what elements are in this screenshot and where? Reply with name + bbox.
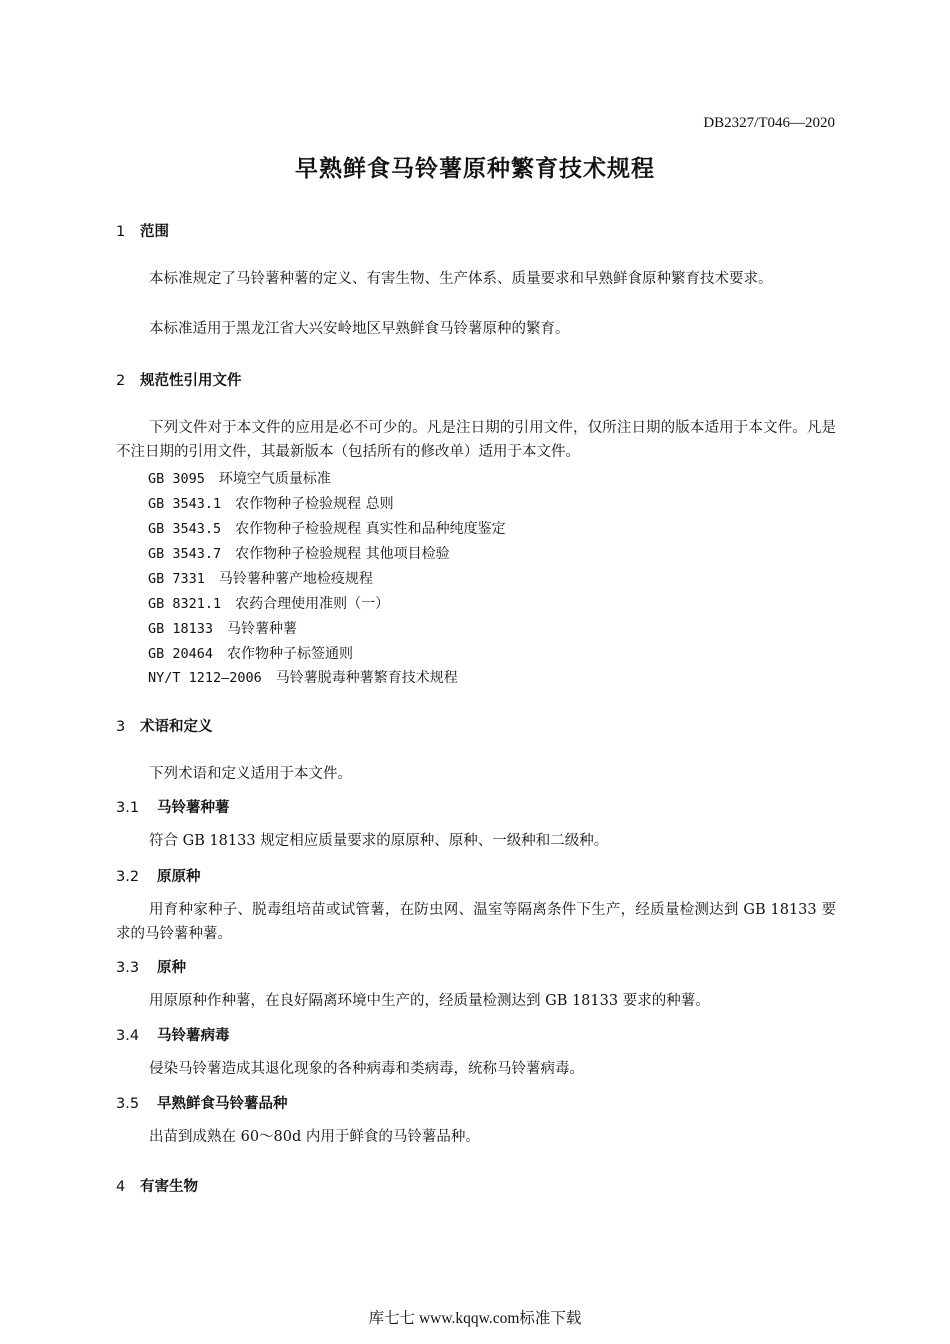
section-4-heading <box>116 1175 198 1196</box>
reference-item <box>148 618 297 638</box>
term-name: 马铃薯病毒 <box>157 1028 230 1044</box>
term-definition: 用原原种作种薯，在良好隔离环境中生产的，经质量检测达到 GB 18133 要求的种薯。 <box>149 993 710 1009</box>
term-heading <box>116 865 201 886</box>
term-heading <box>116 796 230 817</box>
term-heading <box>116 1092 288 1113</box>
section-1-heading <box>116 220 169 241</box>
section-title: 有害生物 <box>140 1179 198 1195</box>
reference-item <box>148 643 353 663</box>
section-number: 4 <box>116 1179 126 1195</box>
document-title: 早熟鲜食马铃薯原种繁育技术规程 <box>295 156 655 182</box>
term-number: 3.5 <box>116 1096 140 1112</box>
term-number: 3.3 <box>116 960 140 976</box>
paragraph: 本标准适用于黑龙江省大兴安岭地区早熟鲜食马铃薯原种的繁育。 <box>149 321 570 337</box>
reference-title: 马铃薯种薯产地检疫规程 <box>218 571 373 587</box>
paragraph: 下列术语和定义适用于本文件。 <box>149 766 352 782</box>
section-title: 范围 <box>140 224 169 240</box>
section-3-heading <box>116 715 213 736</box>
term-name: 马铃薯种薯 <box>157 800 230 816</box>
reference-item <box>148 493 394 513</box>
reference-code: GB 20464 <box>148 646 214 662</box>
footer-watermark: 库七七 www.kqqw.com标准下载 <box>368 1310 582 1327</box>
term-heading <box>116 1024 230 1045</box>
term-definition: 侵染马铃薯造成其退化现象的各种病毒和类病毒，统称马铃薯病毒。 <box>149 1061 584 1077</box>
section-number: 3 <box>116 719 126 735</box>
reference-item <box>148 568 373 588</box>
term-number: 3.1 <box>116 800 140 816</box>
reference-title: 农作物种子检验规程 其他项目检验 <box>235 546 450 562</box>
term-definition: 符合 GB 18133 规定相应质量要求的原原种、原种、一级种和二级种。 <box>149 833 609 849</box>
section-number: 1 <box>116 224 126 240</box>
section-title: 规范性引用文件 <box>140 373 242 389</box>
term-name: 原种 <box>157 960 186 976</box>
reference-code: GB 18133 <box>148 621 214 637</box>
reference-code: GB 8321.1 <box>148 596 222 612</box>
reference-item <box>148 593 389 613</box>
term-name: 早熟鲜食马铃薯品种 <box>157 1096 288 1112</box>
reference-title: 环境空气质量标准 <box>218 471 331 487</box>
term-name: 原原种 <box>157 869 201 885</box>
reference-item <box>148 468 331 488</box>
reference-code: GB 3543.1 <box>148 496 222 512</box>
reference-item <box>148 518 506 538</box>
term-definition: 用育种家种子、脱毒组培苗或试管薯，在防虫网、温室等隔离条件下生产，经质量检测达到 GB 18133 要求的马铃薯种薯。 <box>116 902 836 942</box>
reference-code: GB 3543.7 <box>148 546 222 562</box>
reference-title: 农作物种子检验规程 总则 <box>235 496 394 512</box>
term-number: 3.2 <box>116 869 140 885</box>
section-2-heading <box>116 369 242 390</box>
reference-title: 马铃薯种薯 <box>227 621 298 637</box>
reference-code: GB 3543.5 <box>148 521 222 537</box>
section-title: 术语和定义 <box>140 719 213 735</box>
paragraph: 本标准规定了马铃薯种薯的定义、有害生物、生产体系、质量要求和早熟鲜食原种繁育技术要求。 <box>149 271 773 287</box>
reference-item <box>148 667 458 687</box>
reference-item <box>148 543 450 563</box>
term-definition: 出苗到成熟在 60～80d 内用于鲜食的马铃薯品种。 <box>149 1129 480 1145</box>
reference-code: GB 3095 <box>148 471 205 487</box>
section-number: 2 <box>116 373 126 389</box>
paragraph: 下列文件对于本文件的应用是必不可少的。凡是注日期的引用文件，仅所注日期的版本适用于本文件。凡是不注日期的引用文件，其最新版本（包括所有的修改单）适用于本文件。 <box>116 420 836 460</box>
reference-title: 农作物种子标签通则 <box>227 646 354 662</box>
term-heading <box>116 956 186 977</box>
document-code: DB2327/T046—2020 <box>703 115 835 131</box>
reference-title: 农药合理使用准则（一） <box>235 596 390 612</box>
reference-code: NY/T 1212—2006 <box>148 670 262 686</box>
reference-code: GB 7331 <box>148 571 205 587</box>
reference-title: 马铃薯脱毒种薯繁育技术规程 <box>275 670 458 686</box>
reference-title: 农作物种子检验规程 真实性和品种纯度鉴定 <box>235 521 506 537</box>
term-number: 3.4 <box>116 1028 140 1044</box>
